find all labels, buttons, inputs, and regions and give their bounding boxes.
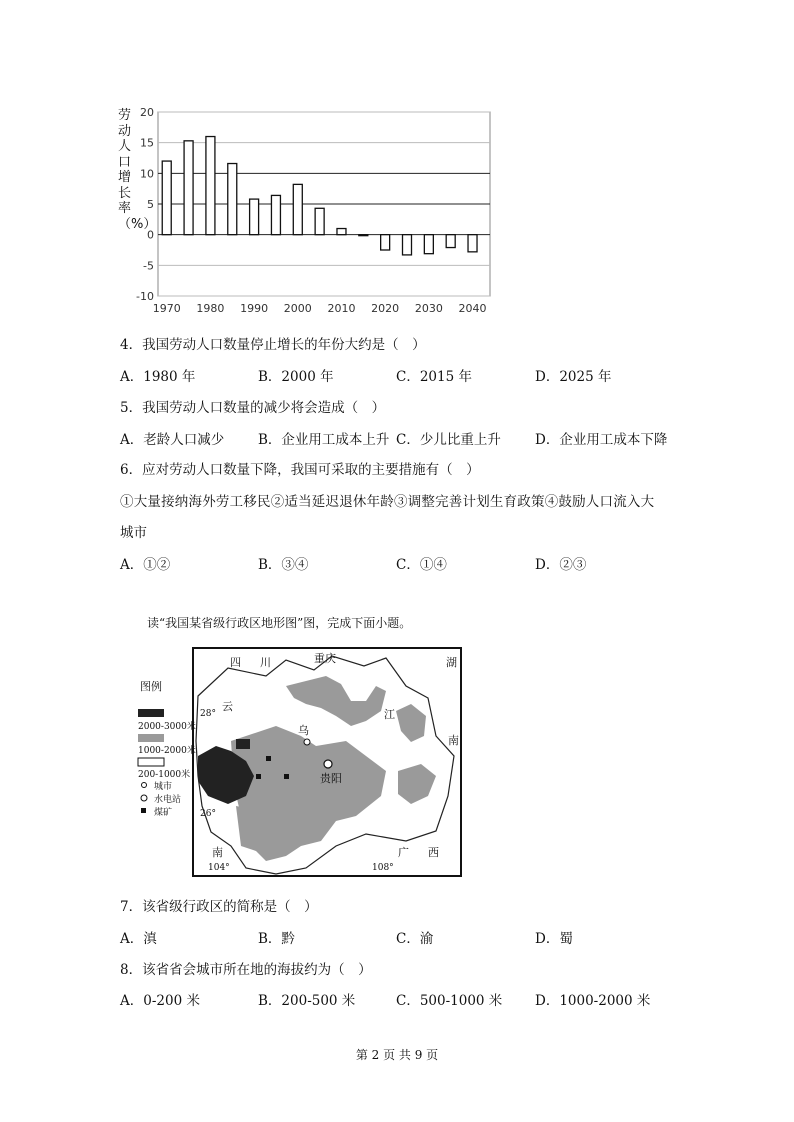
neighbor-label: 西	[428, 846, 439, 859]
bar	[206, 137, 215, 235]
legend-coal-icon	[141, 808, 146, 813]
neighbor-label: 南	[448, 734, 459, 747]
y-tick-label: -5	[143, 259, 154, 273]
x-tick-label: 2040	[458, 302, 487, 315]
x-tick-label: 2030	[414, 302, 443, 315]
x-tick-label: 1990	[240, 302, 269, 315]
neighbor-label: 四	[230, 656, 241, 669]
coal-mine-marker	[266, 756, 271, 761]
city-marker	[304, 739, 310, 745]
q8-option-c[interactable]: C．500-1000 米	[396, 993, 503, 1009]
neighbor-label: 云	[222, 700, 233, 713]
y-tick-label: -10	[136, 290, 154, 303]
q5-option-b[interactable]: B．企业用工成本上升	[258, 432, 390, 448]
legend-title: 图例	[140, 680, 162, 693]
neighbor-label: 南	[212, 846, 223, 859]
x-tick-label: 1980	[196, 302, 225, 315]
lon-label: 108°	[372, 863, 394, 873]
legend-label-1000-2000: 1000-2000米	[138, 746, 196, 756]
q6-statements: ①大量接纳海外劳工移民②适当延迟退休年龄③调整完善计划生育政策④鼓励人口流入大	[120, 494, 655, 510]
q6-option-d[interactable]: D．②③	[535, 557, 587, 573]
y-tick-label: 0	[147, 228, 154, 242]
city-label: 乌	[298, 724, 309, 737]
x-tick-label: 1970	[152, 302, 181, 315]
q8-option-b[interactable]: B．200-500 米	[258, 993, 356, 1009]
legend-label-hydro: 水电站	[154, 795, 182, 805]
lat-label: 28°	[200, 709, 216, 719]
bar	[403, 235, 412, 255]
q6-option-b[interactable]: B．③④	[258, 557, 309, 573]
legend-swatch-200-1000	[138, 758, 164, 766]
terrain-dark-patch	[236, 739, 250, 749]
city-label: 贵阳	[320, 772, 342, 785]
chart-plot	[114, 100, 504, 320]
legend-label-2000-3000: 2000-3000米	[138, 722, 196, 732]
legend-swatch-1000-2000	[138, 734, 164, 742]
q5-option-c[interactable]: C．少儿比重上升	[396, 432, 501, 448]
coal-mine-marker	[256, 774, 261, 779]
bar	[315, 208, 324, 234]
lon-label: 104°	[208, 863, 230, 873]
legend-label-200-1000: 200-1000米	[138, 770, 191, 780]
q5-option-a[interactable]: A．老龄人口减少	[120, 432, 225, 448]
bar	[381, 235, 390, 250]
q6-stem: 6．应对劳动人口数量下降，我国可采取的主要措施有（ ）	[120, 462, 480, 478]
legend-city-icon	[142, 783, 147, 788]
bar	[359, 235, 368, 236]
y-tick-label: 5	[147, 198, 154, 211]
neighbor-label: 重庆	[314, 652, 336, 665]
legend-swatch-2000-3000	[138, 709, 164, 717]
legend-label-city: 城市	[154, 782, 173, 792]
q7-option-a[interactable]: A．滇	[120, 931, 157, 947]
province-terrain-map	[136, 646, 466, 884]
bar	[250, 199, 259, 235]
bar	[468, 235, 477, 252]
q4-option-c[interactable]: C．2015 年	[396, 369, 472, 385]
chart-ylabel: 劳动人口增长率（%）	[118, 108, 157, 232]
bar	[271, 195, 280, 234]
coal-mine-marker	[284, 774, 289, 779]
q8-option-a[interactable]: A．0-200 米	[120, 993, 200, 1009]
bar	[424, 235, 433, 254]
legend-hydro-icon	[141, 795, 147, 801]
neighbor-label: 广	[398, 846, 409, 859]
q7-option-c[interactable]: C．渝	[396, 931, 434, 947]
q7-option-d[interactable]: D．蜀	[535, 931, 573, 947]
q7-stem: 7．该省级行政区的简称是（ ）	[120, 899, 318, 915]
y-tick-label: 10	[140, 167, 154, 181]
page-footer: 第 2 页 共 9 页	[355, 1048, 439, 1062]
bar	[446, 235, 455, 248]
bar	[184, 141, 193, 235]
neighbor-label: 湖	[446, 656, 457, 669]
city-guiyang-marker	[324, 760, 332, 768]
q6-option-c[interactable]: C．①④	[396, 557, 447, 573]
neighbor-label: 川	[260, 656, 271, 669]
bar	[162, 161, 171, 235]
q6-statements-cont: 城市	[120, 525, 147, 541]
bar	[337, 229, 346, 235]
q4-option-b[interactable]: B．2000 年	[258, 369, 334, 385]
legend-label-coal: 煤矿	[154, 808, 173, 818]
y-tick-label: 20	[140, 106, 154, 119]
y-tick-label: 15	[140, 136, 154, 150]
x-tick-label: 2010	[327, 302, 356, 315]
bar	[228, 164, 237, 235]
q4-stem: 4．我国劳动人口数量停止增长的年份大约是（ ）	[120, 337, 426, 353]
q8-stem: 8．该省省会城市所在地的海拔约为（ ）	[120, 962, 372, 978]
map-intro: 读“我国某省级行政区地形图”图，完成下面小题。	[147, 616, 412, 630]
q8-option-d[interactable]: D．1000-2000 米	[535, 993, 651, 1009]
x-tick-label: 2000	[283, 302, 312, 315]
lat-label: 26°	[200, 809, 216, 819]
q7-option-b[interactable]: B．黔	[258, 931, 295, 947]
q4-option-d[interactable]: D．2025 年	[535, 369, 612, 385]
q5-option-d[interactable]: D．企业用工成本下降	[535, 432, 668, 448]
q6-option-a[interactable]: A．①②	[120, 557, 171, 573]
x-tick-label: 2020	[371, 302, 400, 315]
bar	[293, 184, 302, 234]
neighbor-label: 江	[384, 708, 395, 721]
q4-option-a[interactable]: A．1980 年	[120, 369, 196, 385]
q5-stem: 5．我国劳动人口数量的减少将会造成（ ）	[120, 400, 386, 416]
